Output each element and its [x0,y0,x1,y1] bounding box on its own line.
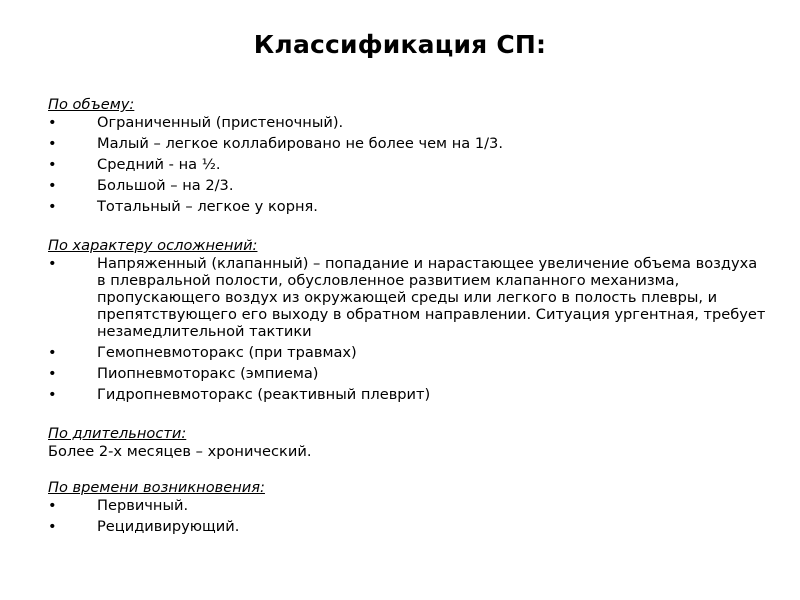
section-heading: По объему: [48,96,135,113]
bullet-list [48,114,768,215]
section-text: Более 2-х месяцев – хронический. [48,443,312,460]
list-item-text: Гемопневмоторакс (при травмах) [97,344,357,361]
list-item-text: Ограниченный (пристеночный). [97,114,344,131]
section-complications [48,237,768,403]
bullet-icon: • [48,177,57,194]
spacer [48,219,768,237]
slide-title: Классификация СП: [253,30,547,59]
list-item [48,255,768,340]
list-item [48,135,768,152]
list-item-text: Тотальный – легкое у корня. [97,198,318,215]
list-item-text: Первичный. [97,497,189,514]
bullet-icon: • [48,255,57,272]
bullet-icon: • [48,135,57,152]
bullet-icon: • [48,198,57,215]
list-item [48,344,768,361]
section-heading: По времени возникновения: [48,479,265,496]
list-item-text: Средний - на ½. [97,156,221,173]
list-item-text: Малый – легкое коллабировано не более чем на 1/3. [97,135,503,152]
list-item [48,156,768,173]
bullet-icon: • [48,386,57,403]
bullet-icon: • [48,518,57,535]
list-item [48,497,768,514]
bullet-list [48,497,768,535]
slide-content [48,96,768,539]
section-duration [48,425,768,461]
list-item-text: Пиопневмоторакс (эмпиема) [97,365,319,382]
section-onset [48,479,768,535]
spacer [48,407,768,425]
list-item [48,177,768,194]
section-heading: По характеру осложнений: [48,237,258,254]
list-item [48,365,768,382]
section-heading: По длительности: [48,425,187,442]
list-item-text: Рецидивирующий. [97,518,240,535]
spacer [48,461,768,479]
bullet-icon: • [48,497,57,514]
list-item [48,198,768,215]
list-item [48,114,768,131]
bullet-icon: • [48,114,57,131]
list-item-text: Гидропневмоторакс (реактивный плеврит) [97,386,431,403]
list-item-text: Большой – на 2/3. [97,177,234,194]
bullet-icon: • [48,365,57,382]
bullet-icon: • [48,344,57,361]
bullet-list [48,255,768,403]
bullet-icon: • [48,156,57,173]
list-item [48,518,768,535]
list-item-text: Напряженный (клапанный) – попадание и нарастающее увеличение объема воздуха в плевральной полости, обусловленное развитием клапанного механизма, пропускающего воздух из окружающей среды или легкого в полость плевры, и препятствующего его выходу в обратном направлении. Ситуация ургентная, требует незамедлительной тактики [97,255,766,340]
list-item [48,386,768,403]
section-volume [48,96,768,215]
